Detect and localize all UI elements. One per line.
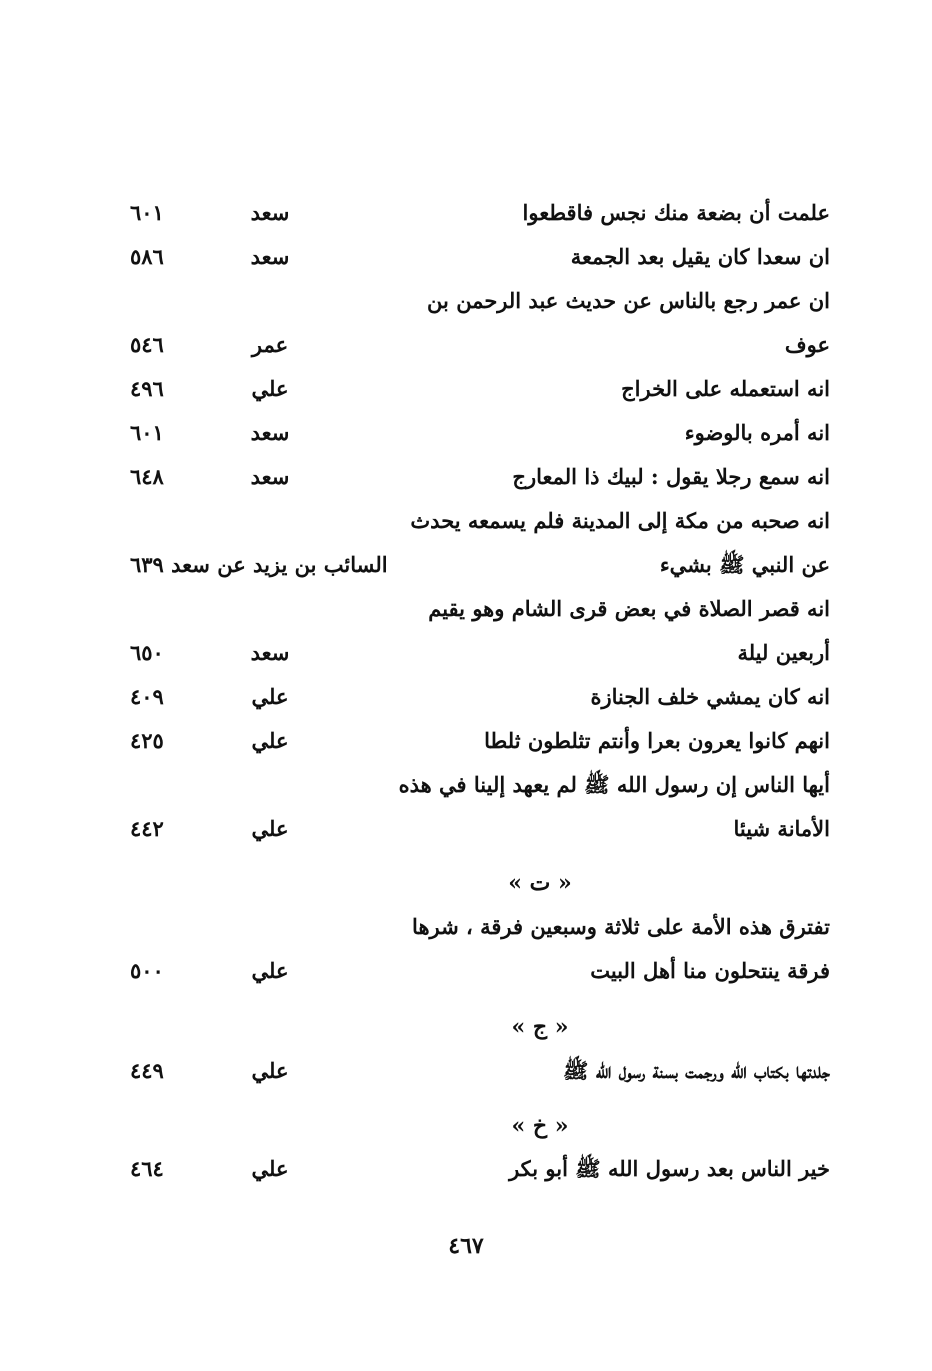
entry-page: ٥٨٦ (130, 244, 164, 269)
entry-text: ان عمر رجع بالناس عن حديث عبد الرحمن بن (427, 288, 830, 313)
entry-source: سعد (250, 200, 290, 225)
entry-text: انه أمره بالوضوء (684, 420, 830, 445)
entry-source: سعد (250, 420, 290, 445)
entry-text: أربعين ليلة (737, 640, 830, 665)
entry-text: خير الناس بعد رسول الله ﷺ أبو بكر (509, 1156, 830, 1181)
entry-text: انه قصر الصلاة في بعض قرى الشام وهو يقيم (428, 596, 830, 621)
entry-text: عوف (784, 332, 830, 357)
entry-text: انه صحبه من مكة إلى المدينة فلم يسمعه يحدث (410, 508, 830, 533)
entry-page: ٤٤٢ (130, 816, 164, 841)
index-entry (130, 719, 830, 763)
index-entry (130, 543, 830, 587)
entry-text: أيها الناس إن رسول الله ﷺ لم يعهد إلينا في هذه (398, 772, 830, 797)
entry-page: ٤٦٤ (130, 1156, 164, 1181)
entry-page: ٦٠١ (130, 200, 164, 225)
entry-text: علمت أن بضعة منك نجس فاقطعوا (522, 200, 830, 225)
index-entry (130, 367, 830, 411)
section-heading-ta: « ت » (508, 870, 572, 896)
index-entry (130, 1147, 830, 1191)
entry-source: علي (251, 376, 289, 401)
entry-page: ٤٩٦ (130, 376, 164, 401)
entry-page: ٥٠٠ (130, 958, 164, 983)
entry-source: علي (251, 1058, 289, 1083)
entry-text: ان سعدا كان يقيل بعد الجمعة (570, 244, 830, 269)
entry-source: عمر (251, 332, 289, 357)
entry-page: ٦٤٨ (130, 464, 164, 489)
entry-text: انه كان يمشي خلف الجنازة (590, 684, 830, 709)
entry-source: علي (251, 816, 289, 841)
entry-source: سعد (250, 244, 290, 269)
entry-text: انه استعمله على الخراج (621, 376, 830, 401)
entry-text: انه سمع رجلا يقول : لبيك ذا المعارج (512, 464, 830, 489)
entry-source: علي (251, 1156, 289, 1181)
index-entry (130, 235, 830, 279)
entry-text: عن النبي ﷺ بشيء (659, 552, 830, 577)
entry-page: ٤٤٩ (130, 1058, 164, 1083)
entry-text: الأمانة شيئا (733, 816, 830, 841)
index-entry (130, 323, 830, 367)
index-entry (130, 905, 830, 949)
index-entry (130, 455, 830, 499)
index-entry (130, 279, 830, 323)
entry-text: جلدتها بكتاب الله ورجمت بسنة رسول الله ﷺ (563, 1058, 830, 1083)
entry-page: ٤٠٩ (130, 684, 164, 709)
entry-page: ٦٠١ (130, 420, 164, 445)
section-heading-kha: « خ » (511, 1113, 569, 1139)
section-heading-jim: « ج » (511, 1014, 569, 1040)
entry-text: فرقة ينتحلون منا أهل البيت (590, 958, 830, 983)
index-entry (130, 499, 830, 543)
entry-text: تفترق هذه الأمة على ثلاثة وسبعين فرقة ، شرها (412, 914, 830, 939)
entry-source: علي (251, 684, 289, 709)
entry-page: ٤٢٥ (130, 728, 164, 753)
index-entry (130, 587, 830, 631)
entry-page: ٦٥٠ (130, 640, 164, 665)
entry-source: سعد (250, 640, 290, 665)
index-entry (130, 675, 830, 719)
entry-page: ٥٤٦ (130, 332, 164, 357)
entry-source-page: السائب بن يزيد عن سعد ٦٣٩ (130, 552, 388, 577)
index-entry (130, 631, 830, 675)
index-entry (130, 949, 830, 993)
index-entry (130, 763, 830, 807)
entry-source: علي (251, 728, 289, 753)
index-entry (130, 1049, 830, 1093)
index-entry (130, 807, 830, 851)
index-entry (130, 191, 830, 235)
entry-source: سعد (250, 464, 290, 489)
index-entry (130, 411, 830, 455)
page-number: ٤٦٧ (448, 1233, 484, 1259)
entry-source: علي (251, 958, 289, 983)
entry-text: انهم كانوا يعرون بعرا وأنتم تثلطون ثلطا (484, 728, 830, 753)
